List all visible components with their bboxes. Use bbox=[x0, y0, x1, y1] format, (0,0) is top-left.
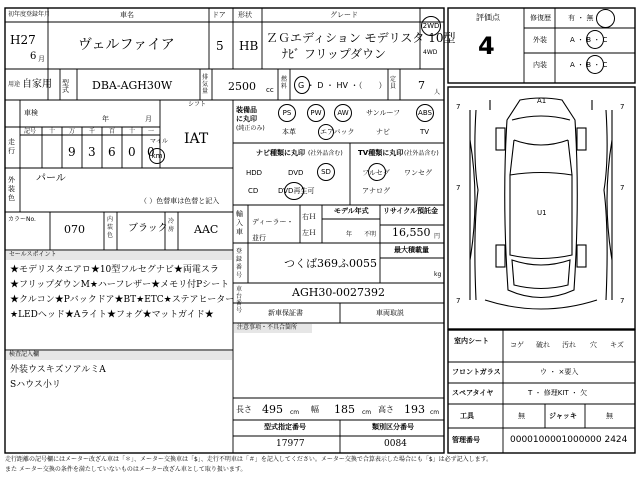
equip-airbag-circle bbox=[318, 124, 334, 140]
nav-dvd: DVD bbox=[288, 169, 304, 177]
nav-hdd: HDD bbox=[246, 169, 263, 177]
color-label: 外装色 bbox=[8, 176, 15, 202]
car-diagram bbox=[470, 98, 612, 309]
handle-right: 右Ｈ bbox=[302, 213, 316, 221]
seat-item: キズ bbox=[610, 341, 624, 349]
recycle-unit: 円 bbox=[434, 233, 441, 240]
sales-points-label: セールスポイント bbox=[9, 251, 57, 258]
mileage-digit: 9 bbox=[68, 145, 76, 159]
tv-fullseg-circle bbox=[368, 163, 386, 181]
digit-label-0: 記号 bbox=[24, 128, 37, 135]
seat-label: 室内シート bbox=[454, 337, 489, 345]
diagram-label-7: 7 bbox=[620, 184, 625, 192]
height-value: 193 bbox=[404, 403, 425, 416]
glass-value: ウ ・ ×要入 bbox=[540, 368, 579, 376]
spare-label: スペアタイヤ bbox=[452, 389, 494, 397]
jack-value: 無 bbox=[606, 412, 613, 420]
sales-point: ★フリップダウンM★ハーフレザー★メモリ付Pシート bbox=[10, 280, 230, 290]
equip-tv: TV bbox=[420, 128, 430, 136]
score-label: 評価点 bbox=[476, 13, 500, 22]
equip-navi: ナビ bbox=[376, 128, 390, 136]
recycle-label: リサイクル預託金 bbox=[383, 207, 439, 215]
int-color-label: 内装色 bbox=[107, 216, 114, 239]
digit-label-3: 千 bbox=[89, 128, 96, 135]
model-year-year: 年 bbox=[346, 231, 353, 238]
door-label: ドア bbox=[212, 11, 226, 19]
int-color-value: ブラック bbox=[128, 223, 168, 234]
mileage-unit-km: km bbox=[149, 148, 165, 164]
digit-label-1: 十 bbox=[49, 128, 56, 135]
drive-2wd: 2WD bbox=[421, 16, 441, 36]
interior-label: 内装 bbox=[533, 61, 547, 69]
grade-label: グレード bbox=[330, 11, 358, 19]
tv-label: TV種類に丸印 bbox=[358, 149, 404, 157]
max-load-unit: kg bbox=[434, 271, 442, 278]
diagram-label-7: 7 bbox=[456, 184, 461, 192]
inspector-label: 検査記入欄 bbox=[9, 351, 40, 358]
seat-item: 汚れ bbox=[562, 341, 576, 349]
height-unit: cm bbox=[430, 409, 440, 416]
car-name: ヴェルファイア bbox=[78, 37, 175, 53]
equipment-label: 装備品に丸印 bbox=[236, 106, 257, 123]
mileage-digit: 3 bbox=[88, 145, 96, 159]
interior-options: A ・ B ・ C bbox=[570, 61, 608, 69]
exterior-options: A ・ B ・ C bbox=[570, 36, 608, 44]
sales-point: ★クルコン★Pバックドア★BT★ETC★ステアヒーター bbox=[10, 295, 235, 305]
vin-year-unit: 年 bbox=[102, 115, 109, 123]
length-unit: cm bbox=[290, 409, 300, 416]
reg-value: つくば369ふ0055 bbox=[284, 257, 377, 270]
mileage-digit: 0 bbox=[128, 145, 136, 159]
first-reg-label: 初年度登録年月 bbox=[8, 11, 51, 18]
equip-sunroof: サンルーフ bbox=[366, 109, 401, 117]
seat-item: 穴 bbox=[590, 341, 597, 349]
digit-label-6: 一 bbox=[148, 128, 155, 135]
tools-label: 工具 bbox=[460, 412, 474, 420]
shift-label: シフト bbox=[188, 101, 207, 108]
model-year-label: モデル年式 bbox=[334, 207, 369, 215]
mileage-label: 走行 bbox=[8, 138, 15, 155]
nav-note: (社外品含む) bbox=[308, 150, 343, 157]
reg-month-unit: 月 bbox=[38, 55, 45, 63]
nav-dvd-play: DVD再生可 bbox=[278, 187, 315, 195]
equip-airbag: エアバック bbox=[320, 128, 355, 136]
jack-label: ジャッキ bbox=[549, 412, 577, 420]
width-label: 幅 bbox=[311, 405, 319, 414]
warranty-label: 新車保証書 bbox=[268, 309, 303, 317]
inspector-note: Sハウス小リ bbox=[10, 380, 61, 390]
color-no-value: 070 bbox=[64, 223, 85, 236]
tools-value: 無 bbox=[518, 412, 525, 420]
type-value: DBA-AGH30W bbox=[92, 79, 173, 92]
use-value: 自家用 bbox=[22, 79, 52, 90]
displacement-unit: cc bbox=[266, 86, 274, 94]
tv-fullseg: フルセグ bbox=[362, 169, 390, 177]
capacity-label: 定員 bbox=[390, 76, 397, 90]
car-name-label: 車名 bbox=[120, 11, 134, 19]
interior-selected-circle bbox=[586, 55, 604, 74]
inspector-header bbox=[6, 351, 232, 360]
fuel-g-circle bbox=[294, 76, 310, 94]
chassis-value: AGH30-0027392 bbox=[292, 286, 386, 299]
equip-ps: PS bbox=[278, 104, 296, 122]
mileage-unit-mile: マイル bbox=[150, 138, 168, 145]
inspector-note: 外装ウスキズソアルミA bbox=[10, 365, 106, 375]
import-label: 輸入車 bbox=[236, 210, 243, 236]
digit-label-4: 百 bbox=[109, 128, 116, 135]
capacity-value: 7 bbox=[418, 79, 425, 92]
tv-note: (社外品含む) bbox=[404, 150, 439, 157]
shape-label: 形状 bbox=[238, 11, 252, 19]
nav-cd: CD bbox=[248, 187, 259, 195]
length-value: 495 bbox=[262, 403, 283, 416]
tv-analog: アナログ bbox=[362, 187, 390, 195]
displacement-value: 2500 bbox=[228, 80, 256, 93]
exterior-label: 外装 bbox=[533, 36, 547, 44]
class-value: 0084 bbox=[384, 439, 407, 449]
digit-label-2: 万 bbox=[69, 128, 76, 135]
shift-value: IAT bbox=[184, 131, 209, 147]
mileage-digit: 6 bbox=[108, 145, 116, 159]
sales-point: ★モデリスタエアロ★10型フルセグナビ★両電スラ bbox=[10, 265, 219, 275]
glass-label: フロントガラス bbox=[452, 368, 501, 376]
exterior-selected-circle bbox=[586, 30, 604, 49]
displacement-label: 排気量 bbox=[202, 74, 209, 95]
digit-label-5: 十 bbox=[129, 128, 136, 135]
grade-line1: ＺＧエディション モデリスタ 10型 bbox=[266, 31, 456, 45]
diagram-label-u1: U1 bbox=[537, 209, 547, 217]
sales-point: ★LEDヘッド★Aライト★フォグ★マットガイド★ bbox=[10, 310, 214, 320]
type-designation-value: 17977 bbox=[276, 439, 305, 449]
diagram-label-7: 7 bbox=[620, 297, 625, 305]
mileage-digit: 0 bbox=[147, 145, 155, 159]
import-dealer: ディーラー・並行 bbox=[252, 218, 294, 242]
notes-label: 注意事項・不具合箇所 bbox=[237, 324, 298, 331]
footer-note-1: 走行距離の記号欄にはメーター改ざん車は「＊」、メーター交換車は「$」、走行不明車は「＃」を記入してください。メーター交換で合算表示した場合にも「$」は必ず記入します。 bbox=[5, 456, 493, 463]
vin-month-unit: 月 bbox=[145, 115, 152, 123]
ac-label: 冷房 bbox=[168, 218, 175, 233]
spare-value: T ・ 修理KIT ・ 欠 bbox=[528, 389, 588, 397]
ac-value: AAC bbox=[194, 223, 219, 236]
fuel-options: G ・ D ・ HV ・（ ） bbox=[298, 81, 387, 90]
width-value: 185 bbox=[334, 403, 355, 416]
chassis-label: 車台番号 bbox=[236, 286, 243, 314]
nav-sd: SD bbox=[317, 163, 335, 181]
mgmt-value: 0000100001000000 2424 bbox=[510, 435, 628, 445]
diagram-label-7: 7 bbox=[456, 103, 461, 111]
vin-label: 車検 bbox=[24, 109, 38, 117]
handle-left: 左Ｈ bbox=[302, 229, 316, 237]
fuel-label: 燃料 bbox=[281, 76, 288, 90]
color-value: パール bbox=[36, 173, 66, 184]
equip-abs: ABS bbox=[416, 104, 434, 122]
equipment-sublabel: (純正のみ) bbox=[236, 125, 265, 132]
type-label: 型式 bbox=[62, 79, 69, 94]
width-unit: cm bbox=[362, 409, 372, 416]
recycle-value: 16,550 bbox=[392, 226, 431, 239]
color-note: （ ）色替車は色替と記入 bbox=[140, 197, 220, 205]
repair-options: 有 ・ 無 bbox=[568, 14, 594, 22]
body-shape: HB bbox=[239, 39, 259, 53]
diagram-label-a1: A1 bbox=[537, 97, 547, 105]
equip-leather: 本革 bbox=[282, 128, 296, 136]
class-label: 類別区分番号 bbox=[372, 423, 414, 431]
max-load-label: 最大積載量 bbox=[394, 246, 429, 254]
mgmt-label: 管理番号 bbox=[452, 436, 480, 444]
score-value: 4 bbox=[478, 32, 495, 60]
grade-line2: ﾅﾋﾞ フリップダウン bbox=[282, 47, 387, 61]
reg-year: H27 bbox=[10, 33, 36, 47]
reg-month: 6 bbox=[30, 51, 37, 62]
footer-note-2: また メーター交換の条件を満たしていないものはメーター改ざん車として取り扱います。 bbox=[5, 466, 247, 473]
nav-label: ナビ種類に丸印 bbox=[256, 149, 305, 157]
use-label: 用途 bbox=[8, 81, 21, 88]
repair-label: 修復歴 bbox=[530, 14, 551, 22]
color-no-label: カラーNo. bbox=[8, 216, 36, 223]
height-label: 高さ bbox=[378, 405, 394, 414]
equip-pw: PW bbox=[307, 104, 325, 122]
manual-label: 車両取説 bbox=[376, 309, 404, 317]
tv-oneseg: ワンセグ bbox=[404, 169, 432, 177]
diagram-label-7: 7 bbox=[620, 103, 625, 111]
equip-aw: AW bbox=[334, 104, 352, 122]
type-designation-label: 型式指定番号 bbox=[264, 423, 306, 431]
nav-dvd-play-circle bbox=[284, 182, 304, 200]
diagram-label-7: 7 bbox=[456, 297, 461, 305]
model-year-unknown: 不明 bbox=[364, 231, 377, 238]
door-count: 5 bbox=[216, 39, 224, 53]
repair-selected-circle bbox=[596, 9, 615, 28]
drive-4wd: 4WD bbox=[423, 49, 438, 56]
reg-label: 登録番号 bbox=[236, 248, 243, 279]
capacity-unit: 人 bbox=[434, 89, 441, 96]
length-label: 長さ bbox=[236, 405, 252, 414]
seat-item: コゲ bbox=[510, 341, 524, 349]
seat-item: 破れ bbox=[536, 341, 550, 349]
